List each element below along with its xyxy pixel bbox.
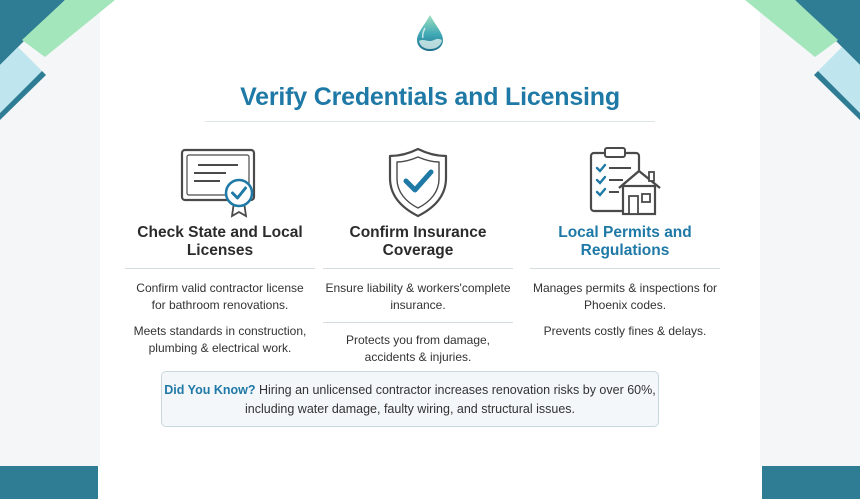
point-text-line: Confirm valid contractor license (136, 281, 304, 295)
title-divider (205, 121, 655, 122)
column-heading-line: Confirm Insurance (349, 224, 487, 241)
point-text-line: Meets standards in construction, (133, 324, 307, 338)
point-text-line: for bathroom renovations. (151, 298, 289, 312)
permit-house-icon (583, 146, 667, 218)
column-divider (323, 322, 513, 323)
column-heading-line: Coverage (382, 242, 454, 259)
column-heading-line: Regulations (580, 242, 670, 259)
callout-line (162, 381, 658, 400)
column-licenses (105, 146, 335, 357)
page-title: Verify Credentials and Licensing (240, 83, 620, 111)
shield-check-icon (376, 146, 460, 218)
column-permits (510, 146, 740, 340)
column-heading-line: Local Permits and (558, 224, 692, 241)
point-text-line: Protects you from damage, (345, 333, 491, 347)
point-text-line: Manages permits & inspections for (532, 281, 718, 295)
point-text-line: plumbing & electrical work. (148, 341, 292, 355)
column-divider (323, 268, 513, 269)
certificate-icon (178, 146, 262, 218)
water-drop-logo-icon (414, 14, 446, 52)
column-heading-line: Check State and Local (137, 224, 303, 241)
callout-label: Did You Know? (164, 383, 256, 397)
column-point (303, 280, 533, 314)
column-point (303, 332, 533, 366)
point-text-line: insurance. (390, 298, 446, 312)
bottom-card-edge (98, 466, 762, 499)
column-point (510, 323, 740, 340)
callout-text: Hiring an unlicensed contractor increases renovation risks by over 60%, (258, 383, 656, 397)
point-text-line: Phoenix codes. (583, 298, 667, 312)
did-you-know-callout (161, 371, 659, 427)
point-text-line: Prevents costly fines & delays. (543, 324, 707, 338)
column-heading-line: Licenses (186, 242, 254, 259)
point-text-line: Ensure liability & workers'complete (325, 281, 511, 295)
column-divider (125, 268, 315, 269)
column-divider (530, 268, 720, 269)
column-insurance (303, 146, 533, 366)
column-point (510, 280, 740, 314)
point-text-line: accidents & injuries. (364, 350, 472, 364)
callout-text-line-2: including water damage, faulty wiring, and structural issues. (244, 402, 576, 416)
column-point (105, 323, 335, 357)
column-point (105, 280, 335, 314)
